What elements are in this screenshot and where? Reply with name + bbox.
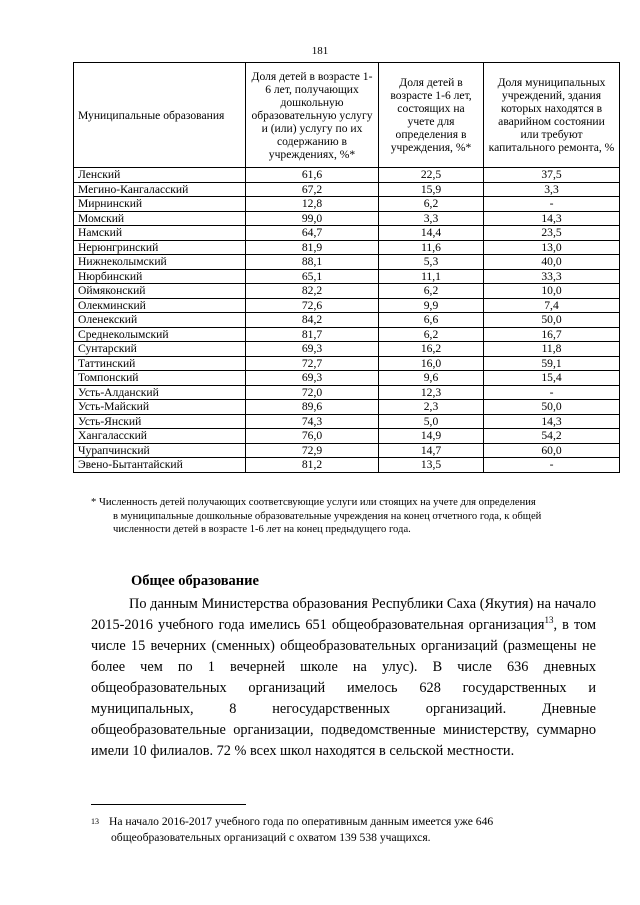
cell-municipality: Олекминский [74, 298, 246, 313]
cell-value: 72,6 [246, 298, 379, 313]
table-row [74, 182, 620, 197]
cell-municipality: Намский [74, 226, 246, 241]
section-paragraph [91, 594, 596, 762]
table-footnote-line3: численности детей в возрасте 1-6 лет на конец предыдущего года. [113, 524, 411, 535]
cell-value: 76,0 [246, 429, 379, 444]
cell-municipality: Эвено-Бытантайский [74, 458, 246, 473]
cell-value: 82,2 [246, 284, 379, 299]
cell-value: 16,2 [379, 342, 484, 357]
municipal-education-table [73, 62, 620, 473]
cell-value: 69,3 [246, 371, 379, 386]
page-number: 181 [311, 45, 329, 57]
cell-value: 13,5 [379, 458, 484, 473]
table-row [74, 269, 620, 284]
cell-municipality: Мегино-Кангаласский [74, 182, 246, 197]
cell-value: 12,3 [379, 385, 484, 400]
table-row [74, 371, 620, 386]
cell-value: 13,0 [484, 240, 620, 255]
cell-value: 14,7 [379, 443, 484, 458]
cell-value: 50,0 [484, 400, 620, 415]
cell-value: 23,5 [484, 226, 620, 241]
cell-value: 22,5 [379, 168, 484, 183]
cell-value: 99,0 [246, 211, 379, 226]
cell-municipality: Усть-Янский [74, 414, 246, 429]
cell-value: 15,9 [379, 182, 484, 197]
cell-value: 74,3 [246, 414, 379, 429]
table-row [74, 313, 620, 328]
table-row [74, 197, 620, 212]
cell-value: 69,3 [246, 342, 379, 357]
cell-value: 50,0 [484, 313, 620, 328]
cell-value: - [484, 458, 620, 473]
cell-municipality: Таттинский [74, 356, 246, 371]
table-row [74, 385, 620, 400]
cell-value: 5,3 [379, 255, 484, 270]
table-row [74, 255, 620, 270]
cell-value: 37,5 [484, 168, 620, 183]
table-row [74, 168, 620, 183]
header-preschool-share: Доля детей в возрасте 1-6 лет, получающих дошкольную образовательную услугу и (или) услугу по их содержанию в учреждениях, %* [246, 63, 379, 168]
table-footnote-line2: в муниципальные дошкольные образовательные учреждения на конец отчетного года, к общей [113, 510, 542, 522]
table-row [74, 443, 620, 458]
section-title: Общее образование [131, 573, 259, 589]
cell-value: 72,0 [246, 385, 379, 400]
cell-value: 14,3 [484, 414, 620, 429]
cell-value: 12,8 [246, 197, 379, 212]
cell-municipality: Хангаласский [74, 429, 246, 444]
table-row [74, 226, 620, 241]
cell-municipality: Оймяконский [74, 284, 246, 299]
table-row [74, 400, 620, 415]
cell-value: 16,7 [484, 327, 620, 342]
footnote-line1: На начало 2016-2017 учебного года по оперативным данным имеется уже 646 [109, 815, 494, 828]
cell-municipality: Сунтарский [74, 342, 246, 357]
cell-value: 61,6 [246, 168, 379, 183]
table-row [74, 298, 620, 313]
cell-value: 14,4 [379, 226, 484, 241]
footnote-number: 13 [91, 817, 99, 826]
cell-value: 10,0 [484, 284, 620, 299]
cell-value: 2,3 [379, 400, 484, 415]
cell-municipality: Чурапчинский [74, 443, 246, 458]
cell-value: 81,7 [246, 327, 379, 342]
cell-value: - [484, 197, 620, 212]
paragraph-part1: По данным Министерства образования Республики Саха (Якутия) на начало 2015-2016 учебного года имелись 651 общеобразовательная организация [91, 596, 596, 633]
footnote-reference[interactable]: 13 [544, 615, 554, 626]
header-emergency-buildings-share: Доля муниципальных учреждений, здания которых находятся в аварийном состоянии или требуют капитального ремонта, % [484, 63, 620, 168]
cell-value: 81,9 [246, 240, 379, 255]
paragraph-part2: , в том числе 15 вечерних (сменных) общеобразовательных организаций (размещены не более чем по 1 вечерней школе на улус). В числе 636 дневных общеобразовательных организаций имелось 628 государственных и муниципальных, 8 негосударственных организаций. Дневные общеобразовательные организации, подведомственные министерству, суммарно имели 10 филиалов. 72 % всех школ находятся в сельской местности. [91, 617, 596, 759]
cell-value: 11,8 [484, 342, 620, 357]
table-row [74, 342, 620, 357]
cell-value: 84,2 [246, 313, 379, 328]
table-footnote-line1: * Численность детей получающих соответсвующие услуги или стоящих на учете для определения [91, 497, 536, 508]
cell-municipality: Нерюнгринский [74, 240, 246, 255]
footnote-divider [91, 804, 246, 805]
table-row [74, 458, 620, 473]
cell-value: 88,1 [246, 255, 379, 270]
cell-municipality: Среднеколымский [74, 327, 246, 342]
cell-value: 6,2 [379, 284, 484, 299]
cell-municipality: Оленекский [74, 313, 246, 328]
cell-value: 60,0 [484, 443, 620, 458]
cell-value: 9,9 [379, 298, 484, 313]
cell-value: 3,3 [484, 182, 620, 197]
cell-value: 6,2 [379, 327, 484, 342]
cell-value: 15,4 [484, 371, 620, 386]
header-municipality: Муниципальные образования [74, 63, 246, 168]
cell-value: 6,2 [379, 197, 484, 212]
table-row [74, 284, 620, 299]
cell-value: 64,7 [246, 226, 379, 241]
cell-municipality: Нижнеколымский [74, 255, 246, 270]
cell-value: 14,9 [379, 429, 484, 444]
cell-value: 5,0 [379, 414, 484, 429]
cell-value: 72,9 [246, 443, 379, 458]
cell-value: 54,2 [484, 429, 620, 444]
page-footnote [91, 814, 596, 846]
table-body [74, 168, 620, 473]
table-row [74, 429, 620, 444]
table-header-row [74, 63, 620, 168]
table-row [74, 240, 620, 255]
cell-value: 11,1 [379, 269, 484, 284]
cell-municipality: Момский [74, 211, 246, 226]
cell-value: 59,1 [484, 356, 620, 371]
cell-municipality: Ленский [74, 168, 246, 183]
cell-value: 89,6 [246, 400, 379, 415]
footnote-line2: общеобразовательных организаций с охватом 139 538 учащихся. [111, 831, 431, 844]
header-waitlist-share: Доля детей в возрасте 1-6 лет, состоящих на учете для определения в учреждения, %* [379, 63, 484, 168]
cell-value: 65,1 [246, 269, 379, 284]
table-row [74, 327, 620, 342]
cell-municipality: Нюрбинский [74, 269, 246, 284]
cell-municipality: Мирнинский [74, 197, 246, 212]
table-row [74, 211, 620, 226]
cell-value: 11,6 [379, 240, 484, 255]
cell-value: 7,4 [484, 298, 620, 313]
cell-value: 14,3 [484, 211, 620, 226]
cell-value: 72,7 [246, 356, 379, 371]
cell-municipality: Усть-Майский [74, 400, 246, 415]
cell-municipality: Томпонский [74, 371, 246, 386]
cell-value: 9,6 [379, 371, 484, 386]
table-footnote [91, 496, 611, 537]
cell-value: - [484, 385, 620, 400]
cell-value: 81,2 [246, 458, 379, 473]
cell-value: 67,2 [246, 182, 379, 197]
cell-value: 33,3 [484, 269, 620, 284]
cell-value: 6,6 [379, 313, 484, 328]
table-row [74, 356, 620, 371]
cell-municipality: Усть-Алданский [74, 385, 246, 400]
table-row [74, 414, 620, 429]
cell-value: 16,0 [379, 356, 484, 371]
cell-value: 3,3 [379, 211, 484, 226]
cell-value: 40,0 [484, 255, 620, 270]
